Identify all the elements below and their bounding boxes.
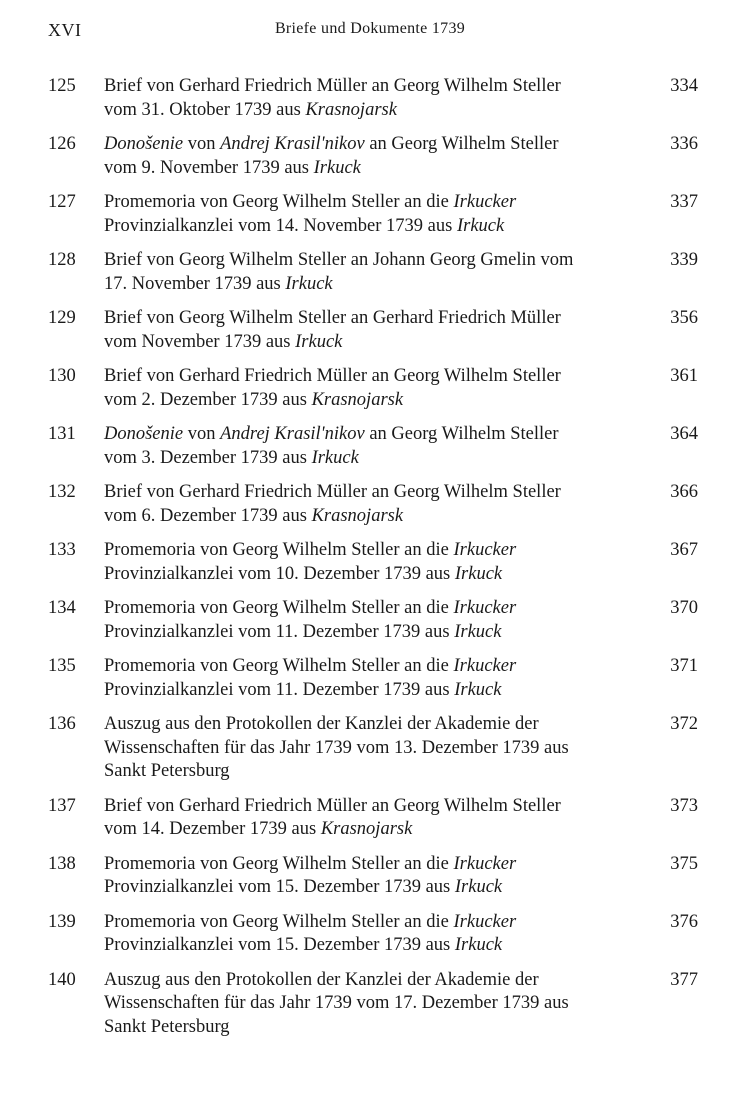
entry-title (104, 133, 594, 180)
running-title: Briefe und Dokumente 1739 (274, 20, 466, 37)
entry-page: 339 (670, 250, 698, 270)
toc-entry (48, 713, 698, 784)
italic-segment: Andrej Krasil'nikov (220, 134, 365, 154)
entry-title (104, 655, 594, 702)
italic-segment: Irkuck (295, 331, 343, 352)
entry-number: 129 (48, 308, 76, 328)
entry-page: 370 (670, 598, 698, 618)
entry-page: 377 (670, 969, 698, 990)
italic-segment: Irkucker (453, 656, 517, 676)
toc-entry (48, 191, 698, 238)
text-segment: an Georg Wilhelm Steller vom 3. Dezember 1739 aus (104, 424, 559, 468)
toc-entry (48, 969, 698, 1040)
text-segment: Provinzialkanzlei vom 11. Dezember 1739 aus (104, 679, 455, 700)
toc-entry (48, 133, 698, 180)
entry-title (104, 853, 594, 900)
toc-entry (48, 249, 698, 296)
entry-page: 356 (670, 308, 698, 328)
text-segment: Brief von Georg Wilhelm Steller an Johann Georg Gmelin vom 17. November 1739 aus (104, 250, 574, 294)
entry-number: 134 (48, 598, 76, 618)
italic-segment: Irkuck (456, 215, 505, 236)
text-segment: Brief von Gerhard Friedrich Müller an Georg Wilhelm Steller vom 14. Dezember 1739 aus (104, 795, 561, 839)
text-segment: Brief von Gerhard Friedrich Müller an Georg Wilhelm Steller vom 6. Dezember 1739 aus (104, 482, 561, 526)
entry-page: 376 (670, 911, 698, 932)
entry-page: 334 (670, 76, 698, 96)
toc-entry (48, 365, 698, 412)
entry-number: 126 (48, 134, 76, 154)
entry-title (104, 539, 594, 586)
entry-title (104, 249, 594, 296)
entry-page: 361 (670, 366, 698, 386)
toc-entry (48, 911, 698, 958)
text-segment: Provinzialkanzlei vom 14. November 1739 aus (104, 215, 457, 236)
entry-page: 373 (670, 795, 698, 816)
text-segment: an Georg Wilhelm Steller vom 9. November 1739 aus (104, 134, 559, 178)
text-segment: Brief von Georg Wilhelm Steller an Gerhard Friedrich Müller vom November 1739 aus (104, 308, 561, 352)
entry-title (104, 713, 594, 784)
entry-number: 127 (48, 192, 76, 212)
table-of-contents (48, 75, 698, 1039)
italic-segment: Irkucker (453, 540, 517, 560)
toc-entry (48, 853, 698, 900)
text-segment: Auszug aus den Protokollen der Kanzlei der Akademie der Wissenschaften für das Jahr 1739 vom 13. Dezember 1739 aus Sankt Petersburg (104, 714, 569, 781)
text-segment: von (183, 134, 221, 154)
toc-entry (48, 75, 698, 122)
entry-title (104, 597, 594, 644)
toc-entry (48, 795, 698, 842)
entry-page: 337 (670, 192, 698, 212)
entry-page: 366 (670, 482, 698, 502)
text-segment: Promemoria von Georg Wilhelm Steller an die (104, 911, 454, 932)
italic-segment: Irkuck (313, 157, 361, 178)
entry-title (104, 481, 594, 528)
entry-page: 371 (670, 656, 698, 676)
italic-segment: Andrej Krasil'nikov (220, 424, 365, 444)
italic-segment: Krasnojarsk (311, 389, 404, 410)
toc-entry (48, 539, 698, 586)
entry-title (104, 307, 594, 354)
entry-number: 139 (48, 911, 76, 932)
entry-title (104, 191, 594, 238)
text-segment: Promemoria von Georg Wilhelm Steller an die (104, 853, 454, 874)
text-segment: Promemoria von Georg Wilhelm Steller an die (104, 540, 454, 560)
text-segment: Promemoria von Georg Wilhelm Steller an die (104, 192, 454, 212)
text-segment: Provinzialkanzlei vom 15. Dezember 1739 aus (104, 877, 455, 897)
text-segment: Provinzialkanzlei vom 11. Dezember 1739 aus (104, 621, 455, 642)
italic-segment: Irkuck (454, 679, 502, 700)
italic-segment: Irkuck (454, 621, 502, 642)
italic-segment: Donošenie (104, 134, 184, 154)
italic-segment: Krasnojarsk (311, 505, 404, 526)
entry-number: 133 (48, 540, 76, 560)
entry-page: 336 (670, 134, 698, 154)
entry-number: 138 (48, 853, 76, 874)
toc-entry (48, 655, 698, 702)
italic-segment: Irkucker (453, 911, 517, 932)
text-segment: Provinzialkanzlei vom 15. Dezember 1739 aus (104, 935, 455, 955)
italic-segment: Krasnojarsk (305, 99, 397, 120)
entry-title (104, 365, 594, 412)
italic-segment: Irkucker (453, 853, 517, 874)
entry-page: 364 (670, 424, 698, 444)
toc-entry (48, 481, 698, 528)
page-number: XVI (48, 20, 82, 40)
text-segment: Brief von Gerhard Friedrich Müller an Georg Wilhelm Steller vom 31. Oktober 1739 aus (104, 76, 561, 120)
entry-page: 372 (670, 714, 698, 734)
entry-number: 135 (48, 656, 76, 676)
page-header (48, 20, 692, 44)
entry-number: 136 (48, 714, 76, 734)
entry-number: 132 (48, 482, 76, 502)
italic-segment: Irkuck (454, 563, 503, 584)
entry-title (104, 911, 594, 958)
entry-number: 137 (48, 795, 76, 816)
toc-entry (48, 597, 698, 644)
entry-page: 375 (670, 853, 698, 874)
entry-title (104, 969, 594, 1040)
entry-number: 128 (48, 250, 76, 270)
italic-segment: Irkuck (311, 447, 359, 468)
entry-title (104, 423, 594, 470)
italic-segment: Donošenie (104, 424, 184, 444)
text-segment: Promemoria von Georg Wilhelm Steller an die (104, 598, 454, 618)
italic-segment: Irkuck (454, 935, 503, 955)
toc-entry (48, 423, 698, 470)
text-segment: von (183, 424, 221, 444)
text-segment: Provinzialkanzlei vom 10. Dezember 1739 aus (104, 563, 455, 584)
italic-segment: Irkuck (454, 877, 503, 897)
text-segment: Auszug aus den Protokollen der Kanzlei der Akademie der Wissenschaften für das Jahr 1739 vom 17. Dezember 1739 aus Sankt Petersburg (104, 969, 569, 1037)
text-segment: Promemoria von Georg Wilhelm Steller an die (104, 656, 454, 676)
text-segment: Brief von Gerhard Friedrich Müller an Georg Wilhelm Steller vom 2. Dezember 1739 aus (104, 366, 561, 410)
italic-segment: Irkuck (285, 273, 333, 294)
entry-title (104, 795, 594, 842)
entry-title (104, 75, 594, 122)
italic-segment: Irkucker (453, 598, 517, 618)
entry-page: 367 (670, 540, 698, 560)
italic-segment: Krasnojarsk (320, 819, 413, 839)
entry-number: 125 (48, 76, 76, 96)
entry-number: 130 (48, 366, 76, 386)
entry-number: 140 (48, 969, 76, 990)
entry-number: 131 (48, 424, 76, 444)
toc-entry (48, 307, 698, 354)
italic-segment: Irkucker (453, 192, 517, 212)
